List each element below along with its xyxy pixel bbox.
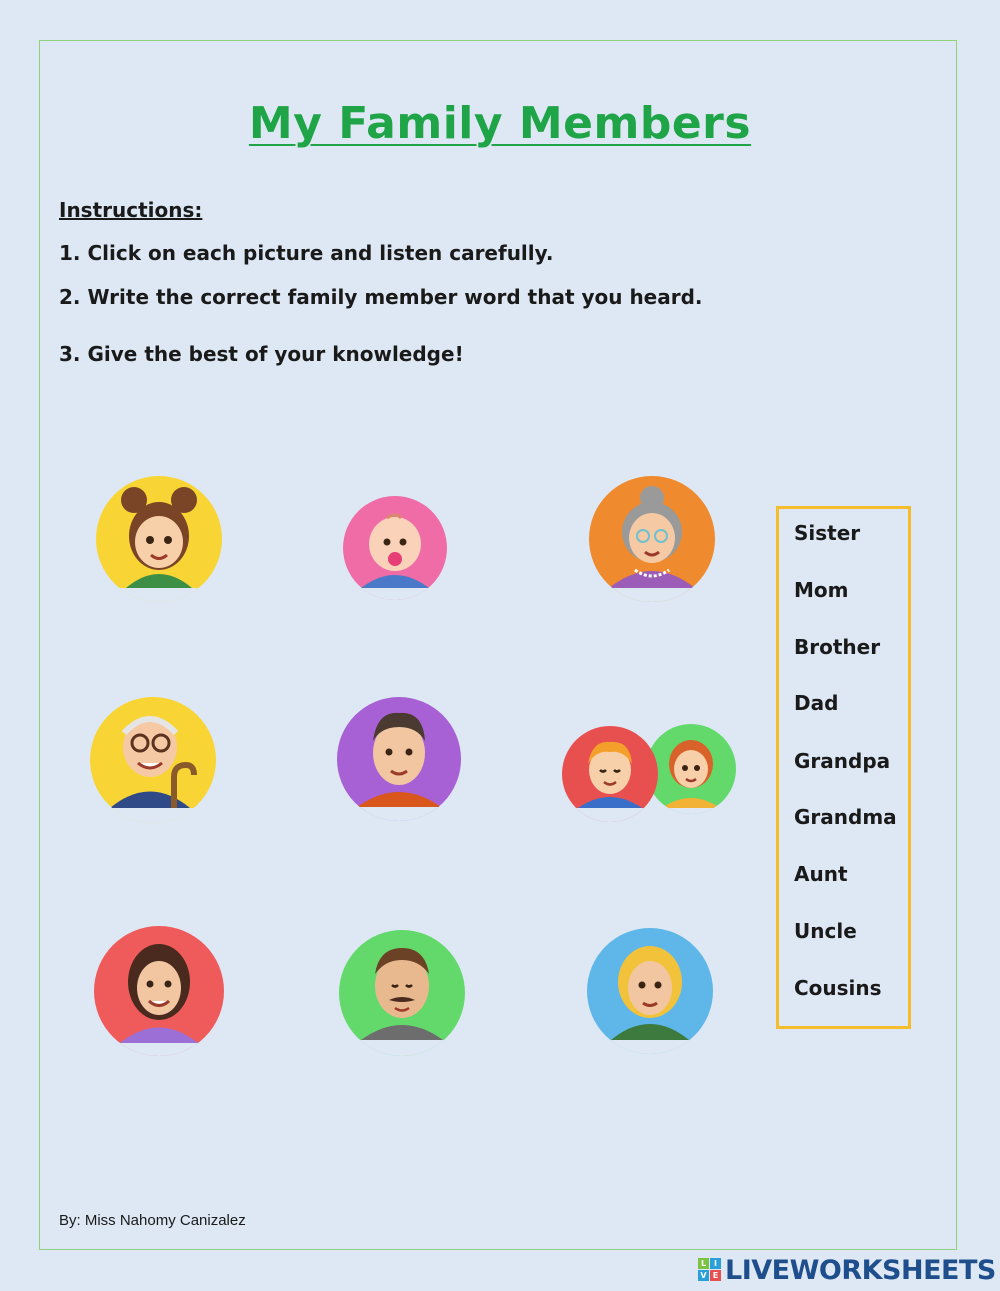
instructions-heading: Instructions: [59, 198, 203, 222]
word-grandpa: Grandpa [794, 749, 891, 773]
word-brother: Brother [794, 635, 881, 659]
liveworksheets-logo-icon: L I V E [698, 1258, 722, 1282]
woman-mom-icon[interactable] [94, 926, 224, 1056]
word-uncle: Uncle [794, 919, 857, 943]
author-credit: By: Miss Nahomy Canizalez [59, 1212, 246, 1229]
man-uncle-icon[interactable] [339, 930, 465, 1056]
word-cousins: Cousins [794, 976, 882, 1000]
girl-sister-icon[interactable] [96, 476, 222, 602]
baby-icon[interactable] [343, 496, 447, 600]
word-grandma: Grandma [794, 805, 897, 829]
page-title: My Family Members [248, 98, 752, 149]
word-dad: Dad [794, 691, 839, 715]
instruction-step-1: 1. Click on each picture and listen carefully. [59, 241, 554, 265]
brand-name: LIVEWORKSHEETS [725, 1254, 996, 1286]
instruction-step-2: 2. Write the correct family member word that you heard. [59, 285, 703, 309]
woman-aunt-icon[interactable] [587, 928, 713, 1054]
cousins-icon[interactable] [562, 724, 736, 810]
grandmother-icon[interactable] [589, 476, 715, 602]
word-bank [776, 506, 911, 1029]
instruction-step-3: 3. Give the best of your knowledge! [59, 342, 464, 366]
word-aunt: Aunt [794, 862, 848, 886]
liveworksheets-brand[interactable] [698, 1255, 996, 1285]
grandfather-icon[interactable] [90, 697, 216, 823]
word-sister: Sister [794, 521, 861, 545]
word-mom: Mom [794, 578, 849, 602]
cousin-boy-icon [562, 726, 658, 822]
cousin-girl-icon [646, 724, 736, 814]
man-dad-icon[interactable] [337, 697, 461, 821]
